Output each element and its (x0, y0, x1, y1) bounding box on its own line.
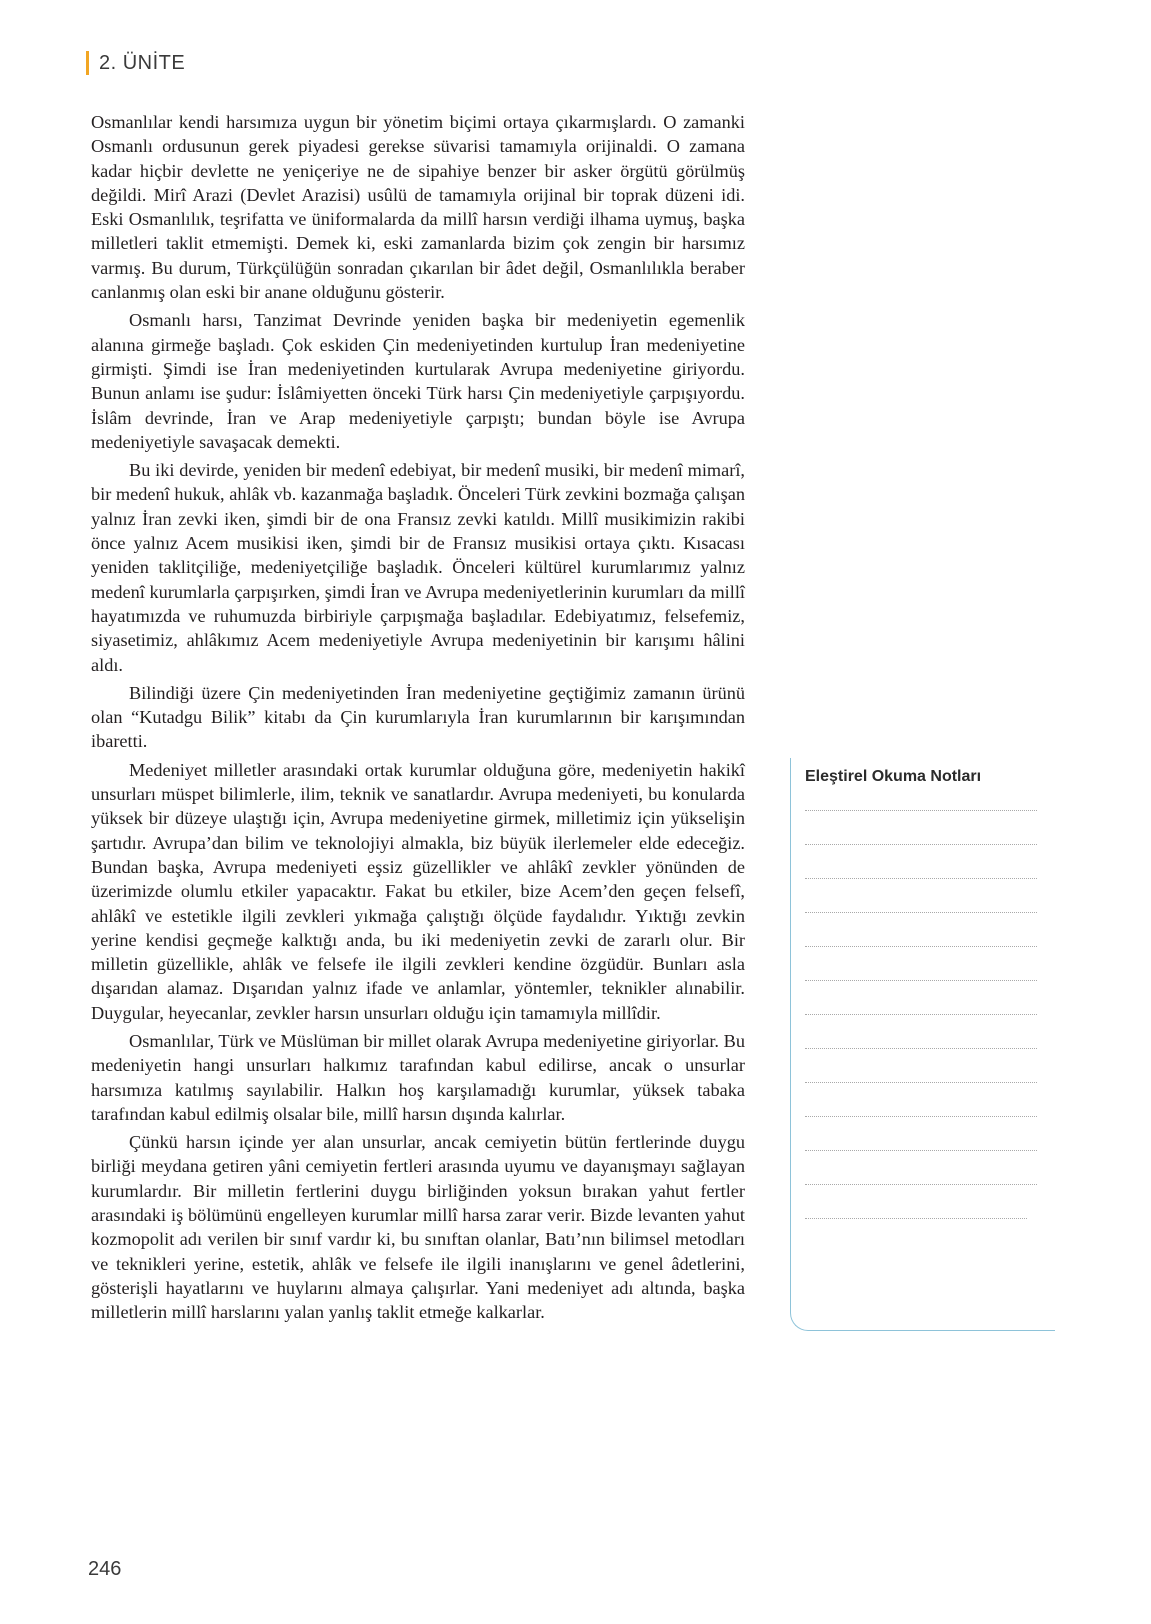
page-number: 246 (88, 1558, 122, 1580)
main-text-body (91, 110, 745, 1329)
note-line[interactable] (805, 1082, 1037, 1083)
note-line[interactable] (805, 1116, 1037, 1117)
note-line[interactable] (805, 1014, 1037, 1015)
header-accent-bar (86, 51, 89, 75)
note-line[interactable] (805, 844, 1037, 845)
note-line[interactable] (805, 946, 1037, 947)
notes-title: Eleştirel Okuma Notları (805, 768, 982, 785)
note-line[interactable] (805, 1048, 1037, 1049)
note-line[interactable] (805, 878, 1037, 879)
note-line[interactable] (805, 1184, 1037, 1185)
unit-label: 2. ÜNİTE (99, 51, 186, 74)
paragraph: Osmanlı harsı, Tanzimat Devrinde yeniden başka bir medeniyetin egemenlik alanına girmeğe başladı. Çok eskiden Çin medeniyetinden kurtulup İran medeniyetine girmişti. Şimdi ise İran medeniyetinden kurtularak Avrupa medeniyetine giriyordu. Bunun anlamı ise şudur: İslâmiyetten önceki Türk harsı Çin medeniyetiyle çarpışıyordu. İslâm devrinde, İran ve Arap medeniyetiyle çarpıştı; bundan böyle ise Avrupa medeniyetiyle savaşacak demekti. (91, 310, 745, 452)
critical-reading-notes-box (790, 758, 1055, 1331)
note-line[interactable] (805, 912, 1037, 913)
paragraph: Osmanlılar kendi harsımıza uygun bir yönetim biçimi ortaya çıkarmışlardı. O zamanki Osmanlı ordusunun gerek piyadesi gerekse süvarisi tamamıyla orijinaldi. O zamana kadar hiçbir devlette ne yeniçeriye ne de sipahiye benzer bir asker örgütü görülmüş değildi. Mirî Arazi (Devlet Arazisi) usûlü de tamamıyla orijinal bir toprak düzeni idi. Eski Osmanlılık, teşrifatta ve üniformalarda da millî harsın verdiği ilhama uymuş, başka milletleri taklit etmemişti. Demek ki, eski zamanlarda bizim çok zengin bir harsımız varmış. Bu durum, Türkçülüğün sonradan çıkarılan bir âdet değil, Osmanlılıkla beraber canlanmış olan eski bir anane olduğunu gösterir. (91, 112, 745, 303)
paragraph: Çünkü harsın içinde yer alan unsurlar, ancak cemiyetin bütün fertlerinde duygu birliği meydana getiren yâni cemiyetin fertleri arasında uyumu ve dayanışmayı sağlayan kurumlardır. Bir milletin fertlerini duygu birliğinden yoksun bırakan yahut fertler arasındaki iş bölümünü engelleyen kurumlar millî harsa zarar verir. Bizde levanten yahut kozmopolit adı verilen bir sınıf vardır ki, bu sınıftan olanlar, Batı’nın bilimsel metodları ve teknikleri yerine, estetik, ahlâk ve felsefe ile ilgili inanışlarını ve genel âdetlerini, gösterişli hayatlarını ve huylarını almaya çalışırlar. Yani medeniyet adı altında, başka milletlerin millî harslarını yalan yanlış taklit etmeğe kalkarlar. (91, 1132, 745, 1323)
paragraph: Bu iki devirde, yeniden bir medenî edebiyat, bir medenî musiki, bir medenî mimarî, bir medenî hukuk, ahlâk vb. kazanmağa başladık. Önceleri Türk zevkini bozmağa çalışan yalnız İran zevki iken, şimdi bir de ona Fransız zevki katıldı. Millî musikimizin rakibi önce yalnız Acem musikisi iken, şimdi bir de Fransız musikisi ortaya çıktı. Kısacası yeniden taklitçiliğe, medeniyetçiliğe başladık. Önceleri kültürel kurumlarımız yalnız medenî kurumlarla çarpışırken, şimdi İran ve Avrupa medeniyetlerinin kurumları da millî hayatımızda ve ruhumuzda birbiriyle çarpışmağa başladılar. Edebiyatımız, felsefemiz, siyasetimiz, ahlâkımız Acem medeniyetiyle Avrupa medeniyetinin bir karışımı hâlini aldı. (91, 460, 745, 675)
paragraph: Osmanlılar, Türk ve Müslüman bir millet olarak Avrupa medeniyetine giriyorlar. Bu medeniyetin hangi unsurları halkımız tarafından kabul edilirse, ancak o unsurlar harsımıza katılmış sayılabilir. Halkın hoş karşılamadığı kurumlar, yüksek tabaka tarafından kabul edilmiş olsalar bile, millî harsın dışında kalırlar. (91, 1030, 745, 1124)
note-line[interactable] (805, 810, 1037, 811)
note-line[interactable] (805, 1150, 1037, 1151)
note-line[interactable] (805, 1218, 1027, 1219)
note-line[interactable] (805, 980, 1037, 981)
paragraph: Medeniyet milletler arasındaki ortak kurumlar olduğuna göre, medeniyetin hakikî unsurları müspet bilimlerle, ilim, teknik ve sanatlardır. Avrupa medeniyeti, bu konularda yüksek bir düzeye ulaştığı için, Avrupa medeniyetine girmek, milletimiz için yükselişin şartıdır. Avrupa’dan bilim ve teknolojiyi almakla, biz büyük ilerlemeler elde edeceğiz. Bundan başka, Avrupa medeniyeti eşsiz güzellikler ve ahlâkî zevkler yönünden de üzerimizde olumlu etkiler yapacaktır. Fakat bu etkiler, bize Acem’den geçen felsefî, ahlâkî ve estetikle ilgili zevkleri yıkmağa çalıştığı ölçüde faydalıdır. Yıktığı zevkin yerine kendisi geçmeğe kalktığı anda, bu iki medeniyetin zevki de zararlı olur. Bir milletin güzellikle, ahlâk ve felsefe ile ilgili zevkleri kendine özgüdür. Bunları asla dışarıdan alamaz. Dışarıdan yalnız ifade ve anlamlar, yöntemler, teknikler alınabilir. Duygular, heyecanlar, zevkler harsın unsurları olduğu için tamamıyla millîdir. (91, 759, 745, 1023)
paragraph: Bilindiği üzere Çin medeniyetinden İran medeniyetine geçtiğimiz zamanın ürünü olan “Kutadgu Bilik” kitabı da Çin kurumlarıyla İran kurumlarının bir karışımından ibaretti. (91, 682, 745, 752)
unit-header (86, 50, 185, 76)
